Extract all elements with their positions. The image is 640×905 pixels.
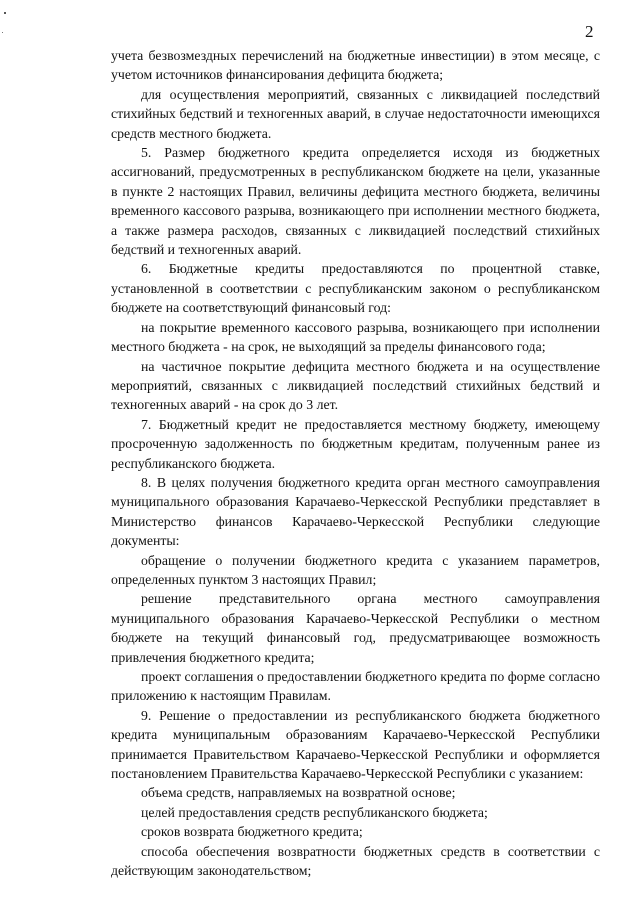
paragraph: 8. В целях получения бюджетного кредита орган местного самоуправления муниципального образования Карачаево-Черкесской Республики представляет в Министерство финансов Карачаево-Черкесской Республики следующие документы: [111,474,600,549]
paragraph: сроков возврата бюджетного кредита; [141,824,363,840]
paragraph: объема средств, направляемых на возвратной основе; [141,785,456,801]
paragraph: 7. Бюджетный кредит не предоставляется местному бюджету, имеющему просроченную задолженность по бюджетным кредитам, полученным ранее из республиканского бюджета. [111,416,600,471]
paragraph: на частичное покрытие дефицита местного бюджета и на осуществление мероприятий, связанных с ликвидацией последствий стихийных бедствий и техногенных аварий - на срок до 3 лет. [111,358,600,413]
paragraph: способа обеспечения возвратности бюджетных средств в соответствии с действующим законодательством; [111,843,600,879]
scan-speck [2,32,3,33]
paragraph: целей предоставления средств республиканского бюджета; [141,804,488,820]
page-number: 2 [585,22,594,41]
paragraph: 9. Решение о предоставлении из республиканского бюджета бюджетного кредита муниципальным образованиям Карачаево-Черкесской Республики принимается Правительством Карачаево-Черкесской Республики и оформляется постановлением Правительства Карачаево-Черкесской Республики с указанием: [111,707,600,782]
paragraph: 6. Бюджетные кредиты предоставляются по процентной ставке, установленной в соответствии с республиканским законом о республиканском бюджете на соответствующий финансовый год: [111,261,600,316]
paragraph: проект соглашения о предоставлении бюджетного кредита по форме согласно приложению к настоящим Правилам. [111,669,600,704]
paragraph: на покрытие временного кассового разрыва, возникающего при исполнении местного бюджета - на срок, не выходящий за пределы финансового года; [111,319,600,355]
paragraph: учета безвозмездных перечислений на бюджетные инвестиции) в этом месяце, с учетом источников финансирования дефицита бюджета; [111,48,600,83]
document-body [111,46,600,880]
paragraph: для осуществления мероприятий, связанных с ликвидацией последствий стихийных бедствий и техногенных аварий, в случае недостаточности имеющихся средств местного бюджета. [111,86,600,141]
paragraph: 5. Размер бюджетного кредита определяется исходя из бюджетных ассигнований, предусмотренных в республиканском бюджете на цели, указанные в пункте 2 настоящих Правил, величины дефицита местного бюджета, величины временного кассового разрыва, возникающего при исполнении местного бюджета, а также размера расходов, связанных с ликвидацией последствий стихийных бедствий и техногенных аварий. [111,145,600,258]
scan-speck [4,12,6,14]
paragraph: обращение о получении бюджетного кредита с указанием параметров, определенных пунктом 3 настоящих Правил; [111,552,600,587]
paragraph: решение представительного органа местного самоуправления муниципального образования Карачаево-Черкесской Республики о местном бюджете на текущий финансовый год, предусматривающее возможность привлечения бюджетного кредита; [111,591,600,665]
